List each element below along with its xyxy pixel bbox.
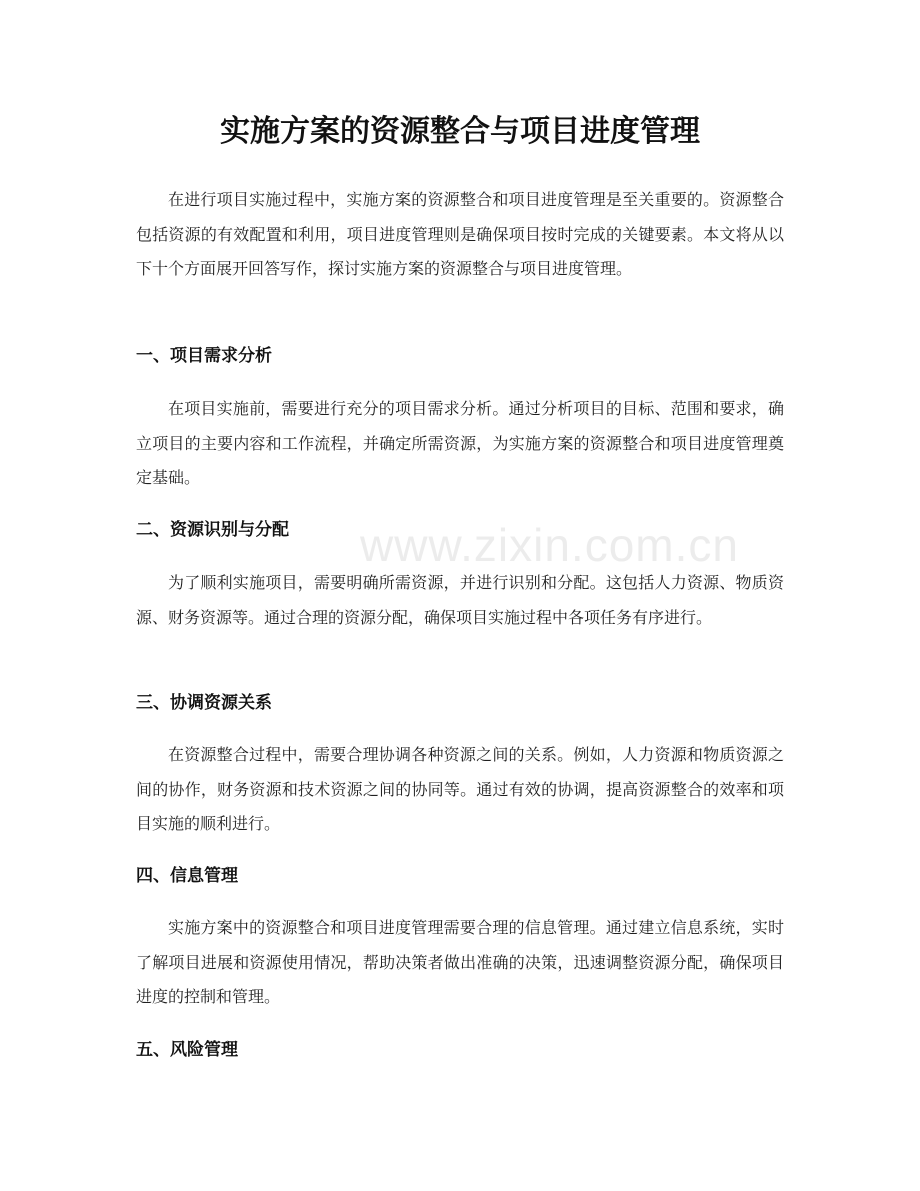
watermark-text: www.zixin.com.cn	[360, 519, 739, 571]
section-body-1: 在项目实施前，需要进行充分的项目需求分析。通过分析项目的目标、范围和要求，确立项目的主要内容和工作流程，并确定所需资源，为实施方案的资源整合和项目进度管理奠定基础。	[136, 399, 784, 487]
section-heading-2: 二、资源识别与分配	[136, 520, 289, 540]
section-heading-1: 一、项目需求分析	[136, 346, 272, 366]
section-heading-5: 五、风险管理	[136, 1040, 238, 1060]
section-body-4: 实施方案中的资源整合和项目进度管理需要合理的信息管理。通过建立信息系统，实时了解项目进展和资源使用情况，帮助决策者做出准确的决策，迅速调整资源分配，确保项目进度的控制和管理。	[136, 918, 784, 1006]
section-body-3: 在资源整合过程中，需要合理协调各种资源之间的关系。例如，人力资源和物质资源之间的协作，财务资源和技术资源之间的协同等。通过有效的协调，提高资源整合的效率和项目实施的顺利进行。	[136, 745, 784, 833]
section-heading-3: 三、协调资源关系	[136, 693, 272, 713]
document-title: 实施方案的资源整合与项目进度管理	[220, 114, 700, 149]
section-body-2: 为了顺利实施项目，需要明确所需资源，并进行识别和分配。这包括人力资源、物质资源、财务资源等。通过合理的资源分配，确保项目实施过程中各项任务有序进行。	[136, 573, 784, 627]
section-heading-4: 四、信息管理	[136, 866, 238, 886]
intro-paragraph: 在进行项目实施过程中，实施方案的资源整合和项目进度管理是至关重要的。资源整合包括资源的有效配置和利用，项目进度管理则是确保项目按时完成的关键要素。本文将从以下十个方面展开回答写作，探讨实施方案的资源整合与项目进度管理。	[136, 190, 784, 278]
